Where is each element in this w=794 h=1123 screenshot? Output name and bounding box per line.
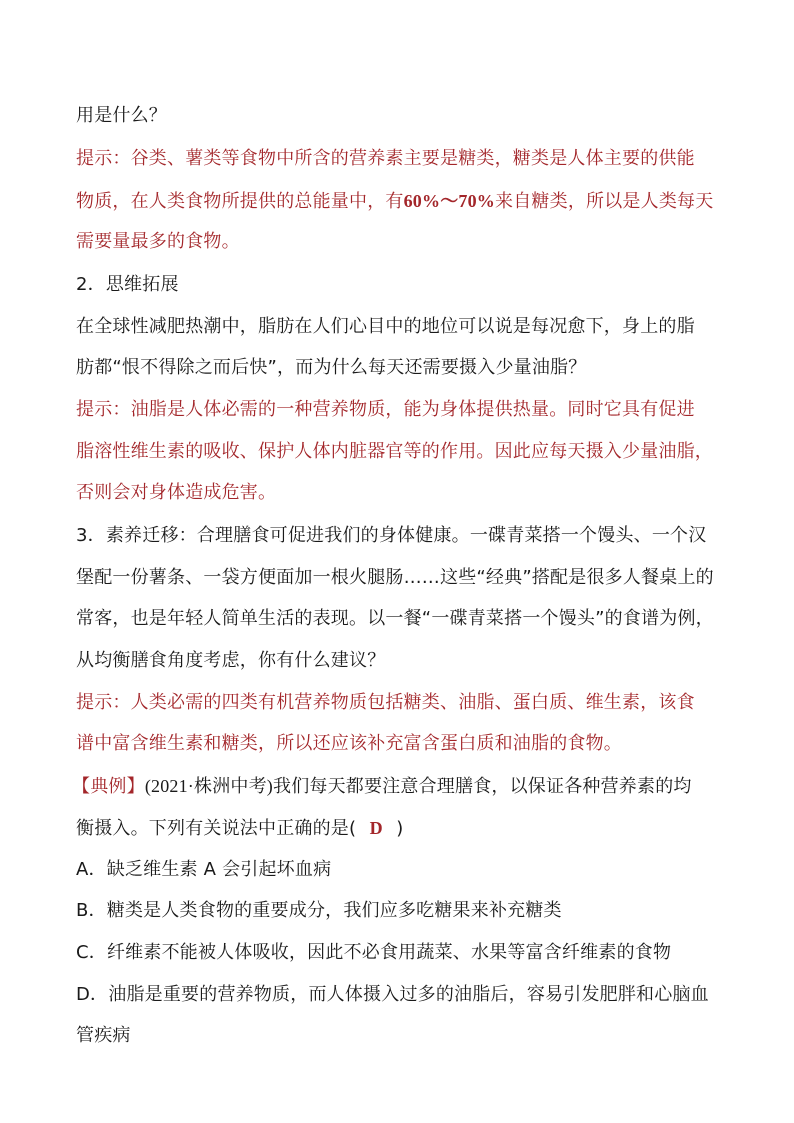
hint-2-line-1: 提示：油脂是人体必需的一种营养物质，能为身体提供热量。同时它具有促进 [76, 399, 695, 420]
question-3-line-1: 3．素养迁移：合理膳食可促进我们的身体健康。一碟青菜搭一个馒头、一个汉 [76, 525, 707, 546]
section-2-heading: 2．思维拓展 [76, 274, 179, 295]
hint-2-line-3: 否则会对身体造成危害。 [76, 482, 277, 503]
option-d-line-1: D．油脂是重要的营养物质，而人体摄入过多的油脂后，容易引发肥胖和心脑血 [76, 984, 709, 1005]
hint-3-line-2: 谱中富含维生素和糖类，所以还应该补充富含蛋白质和油脂的食物。 [76, 733, 622, 754]
hint-1-text: 物质，在人类食物所提供的总能量中，有 [76, 191, 404, 212]
question-3-line-3: 常客，也是年轻人简单生活的表现。以一餐“一碟青菜搭一个馒头”的食谱为例， [76, 608, 714, 629]
option-a: A．缺乏维生素 A 会引起坏血病 [76, 859, 332, 880]
example-answer: D [369, 818, 383, 838]
option-d-line-2: 管疾病 [76, 1025, 131, 1046]
hint-1-line-1: 提示：谷类、薯类等食物中所含的营养素主要是糖类，糖类是人体主要的供能 [76, 148, 695, 169]
example-source: (2021·株洲中考) [144, 776, 273, 796]
example-stem-line-1 [72, 774, 722, 799]
example-stem-text-2: 衡摄入。下列有关说法中正确的是( [76, 818, 357, 839]
hint-3-line-1: 提示：人类必需的四类有机营养物质包括糖类、油脂、蛋白质、维生素，该食 [76, 692, 695, 713]
example-tag: 【典例】 [72, 776, 145, 797]
example-stem-line-2 [76, 816, 726, 841]
hint-1-percentage: 60%～70% [403, 191, 496, 211]
hint-1-line-3: 需要量最多的食物。 [76, 231, 240, 252]
option-b: B．糖类是人类食物的重要成分，我们应多吃糖果来补充糖类 [76, 900, 562, 921]
question-1-tail: 用是什么？ [76, 105, 167, 126]
hint-2-line-2: 脂溶性维生素的吸收、保护人体内脏器官等的作用。因此应每天摄入少量油脂， [76, 441, 713, 462]
example-stem-text: 我们每天都要注意合理膳食，以保证各种营养素的均 [273, 776, 692, 797]
hint-1-line-2 [76, 189, 726, 214]
question-3-line-2: 堡配一份薯条、一袋方便面加一根火腿肠……这些“经典”搭配是很多人餐桌上的 [76, 567, 714, 588]
question-2-line-2: 肪都“恨不得除之而后快”，而为什么每天还需要摄入少量油脂？ [76, 357, 587, 378]
question-2-line-1: 在全球性减肥热潮中，脂肪在人们心目中的地位可以说是每况愈下，身上的脂 [76, 316, 695, 337]
question-3-line-4: 从均衡膳食角度考虑，你有什么建议？ [76, 650, 386, 671]
option-c: C．纤维素不能被人体吸收，因此不必食用蔬菜、水果等富含纤维素的食物 [76, 942, 672, 963]
hint-1-text-end: 来自糖类，所以是人类每天 [495, 191, 714, 212]
example-stem-close: ) [396, 818, 404, 839]
